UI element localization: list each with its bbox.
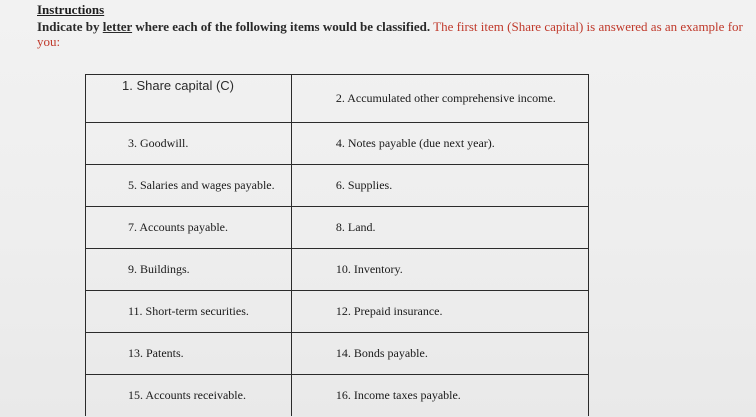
- instructions-text: [37, 19, 749, 49]
- table-cell: 5. Salaries and wages payable.: [86, 165, 292, 207]
- table-row: [86, 333, 589, 375]
- instructions-heading: Instructions: [37, 2, 105, 17]
- table-cell: 13. Patents.: [86, 333, 292, 375]
- table-cell: 10. Inventory.: [291, 249, 588, 291]
- table-row: [86, 75, 589, 123]
- table-cell: 8. Land.: [291, 207, 588, 249]
- table-row: [86, 291, 589, 333]
- instructions-example-note: The first item (Share capital) is answered as an example for you:: [37, 19, 743, 49]
- instructions-block: [37, 2, 749, 49]
- table-row: [86, 123, 589, 165]
- instructions-text-end: where each of the following items would be classified.: [132, 19, 431, 34]
- table-cell: 4. Notes payable (due next year).: [291, 123, 588, 165]
- classification-table: [85, 74, 589, 416]
- table-cell: 1. Share capital (C): [86, 75, 292, 123]
- table-cell: 9. Buildings.: [86, 249, 292, 291]
- table-cell: 6. Supplies.: [291, 165, 588, 207]
- table-cell: 3. Goodwill.: [86, 123, 292, 165]
- table-cell: 12. Prepaid insurance.: [291, 291, 588, 333]
- instructions-text-start: Indicate by: [37, 19, 103, 34]
- table-row: [86, 375, 589, 417]
- table-row: [86, 165, 589, 207]
- table-row: [86, 207, 589, 249]
- instructions-text-underlined: letter: [102, 19, 133, 34]
- table-cell: 11. Short-term securities.: [86, 291, 292, 333]
- table-cell: 16. Income taxes payable.: [291, 375, 588, 417]
- table-cell: 7. Accounts payable.: [86, 207, 292, 249]
- table-cell: 14. Bonds payable.: [291, 333, 588, 375]
- table-cell: 15. Accounts receivable.: [86, 375, 292, 417]
- table-row: [86, 249, 589, 291]
- table-cell: 2. Accumulated other comprehensive income.: [291, 75, 588, 123]
